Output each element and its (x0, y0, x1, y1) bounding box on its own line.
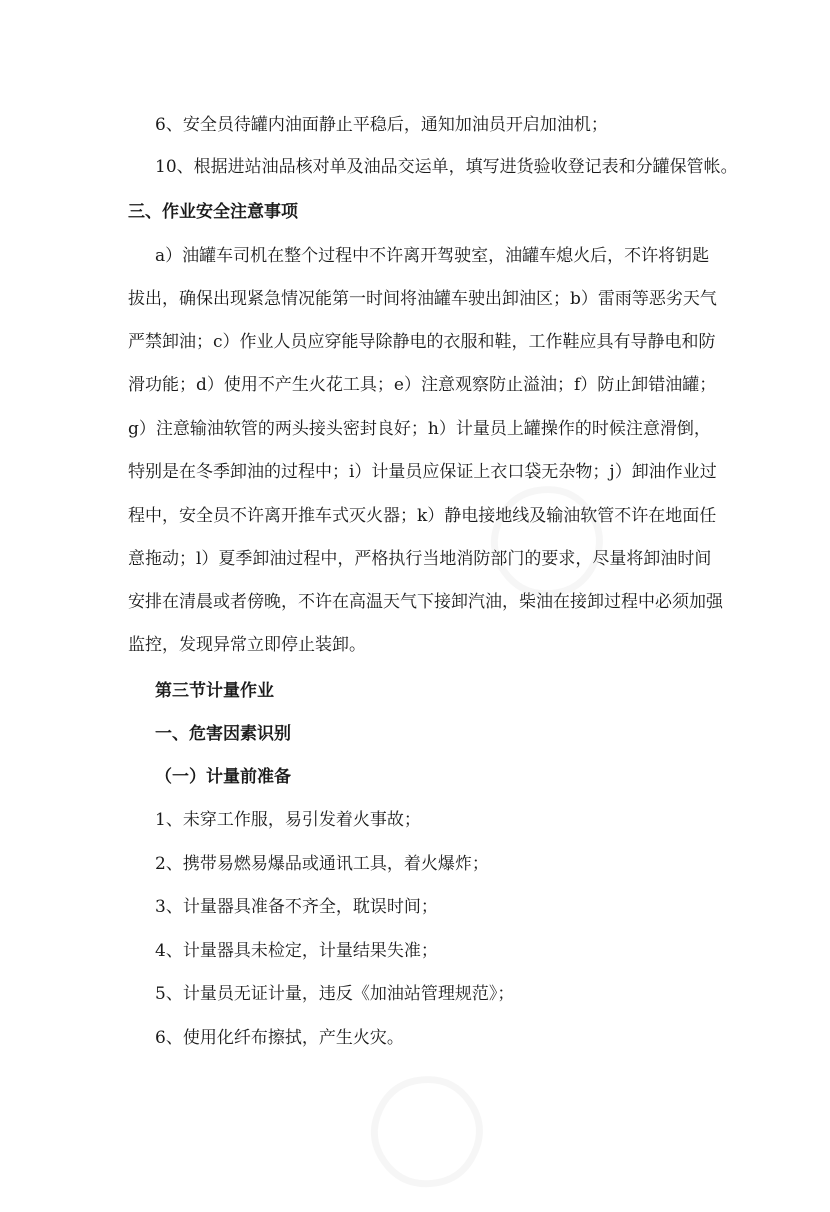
notice-line: 滑功能；d）使用不产生火花工具；e）注意观察防止溢油；f）防止卸错油罐； (128, 375, 717, 395)
subsubsection-title: （一）计量前准备 (155, 767, 291, 787)
step-line-10: 10、根据进站油品核对单及油品交运单，填写进货验收登记表和分罐保管帐。 (155, 157, 738, 177)
notice-line: 意拖动；l）夏季卸油过程中，严格执行当地消防部门的要求，尽量将卸油时间 (128, 549, 712, 569)
notice-line: 拔出，确保出现紧急情况能第一时间将油罐车驶出卸油区；b）雷雨等恶劣天气 (128, 289, 717, 309)
notice-line: 严禁卸油；c）作业人员应穿能导除静电的衣服和鞋，工作鞋应具有导静电和防 (128, 332, 716, 352)
hazard-item: 6、使用化纤布擦拭，产生火灾。 (155, 1028, 404, 1048)
notice-line: 安排在清晨或者傍晚，不许在高温天气下接卸汽油，柴油在接卸过程中必须加强 (128, 592, 723, 612)
watermark-mark-lower (334, 1036, 508, 1211)
hazard-item: 4、计量器具未检定，计量结果失准； (155, 941, 438, 961)
notice-line: a）油罐车司机在整个过程中不许离开驾驶室，油罐车熄火后，不许将钥匙 (155, 246, 710, 266)
notice-line: g）注意输油软管的两头接头密封良好；h）计量员上罐操作的时候注意滑倒， (128, 419, 711, 439)
step-line-6: 6、安全员待罐内油面静止平稳后，通知加油员开启加油机； (155, 115, 608, 135)
chapter-title: 第三节计量作业 (155, 681, 274, 701)
hazard-item: 5、计量员无证计量，违反《加油站管理规范》； (155, 984, 515, 1004)
section-title: 三、作业安全注意事项 (128, 202, 298, 222)
notice-line: 特别是在冬季卸油的过程中；i）计量员应保证上衣口袋无杂物；j）卸油作业过 (128, 462, 717, 482)
hazard-item: 2、携带易燃易爆品或通讯工具，着火爆炸； (155, 854, 489, 874)
notice-line: 程中，安全员不许离开推车式灭火器；k）静电接地线及输油软管不许在地面任 (128, 506, 717, 526)
hazard-item: 3、计量器具准备不齐全，耽误时间； (155, 897, 438, 917)
hazard-item: 1、未穿工作服，易引发着火事故； (155, 810, 421, 830)
subsection-title: 一、危害因素识别 (155, 724, 291, 744)
notice-line: 监控，发现异常立即停止装卸。 (128, 635, 366, 655)
